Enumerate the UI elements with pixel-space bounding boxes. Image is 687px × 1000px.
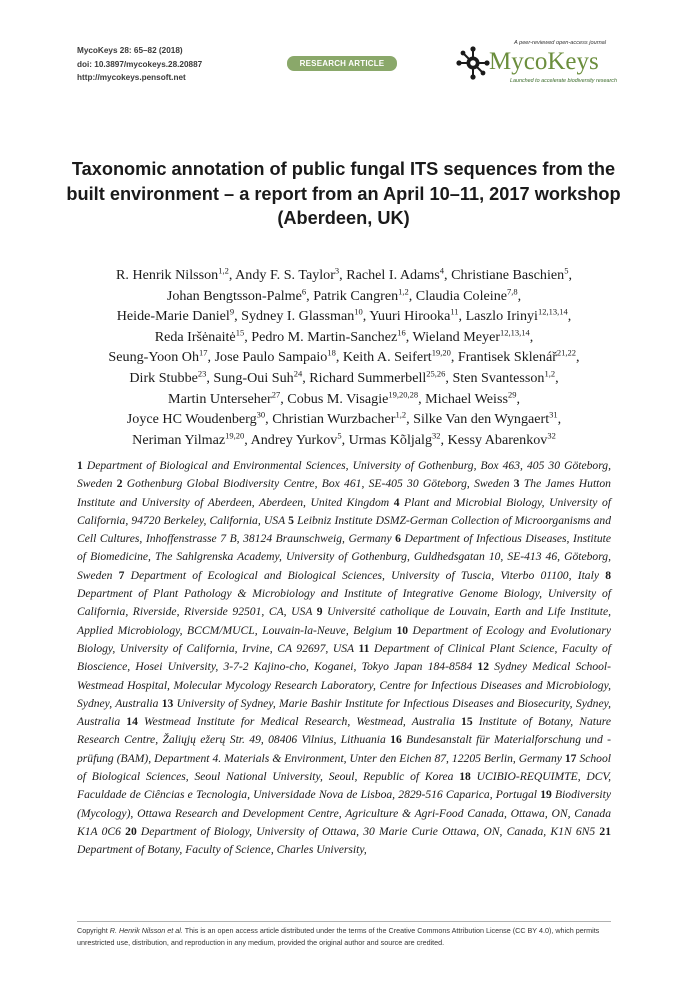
author-affiliation-ref: 1,2: [395, 409, 407, 420]
author-line: R. Henrik Nilsson$^{1,2}$, Andy F. S. Taylor$^3$, Rachel I. Adams$^4$, Christiane Baschien$^5$,: [116, 265, 572, 283]
affiliation-text: Department of Botany, Faculty of Science, Charles University,: [77, 843, 367, 857]
affiliation-text: School of Biological Sciences, Seoul National University, Seoul, Republic of Korea: [77, 751, 612, 784]
copyright-prefix: Copyright: [77, 926, 108, 935]
author-affiliation-ref: 10: [354, 306, 363, 317]
author-name: Christiane Baschien: [451, 267, 565, 283]
author-affiliation-ref: 32: [547, 430, 556, 441]
copyright-footer: [77, 925, 611, 949]
author-affiliation-ref: 30: [256, 409, 266, 420]
affiliation-number: 13: [161, 696, 174, 710]
author-name: Urmas Kõljalg: [348, 431, 432, 448]
affiliation-text: Sydney Medical School-Westmead Hospital, Molecular Mycology Research Laboratory, Centre for Infectious Diseases and Microbiology, Sydney, Australia: [77, 660, 611, 710]
author-name: Laszlo Irinyi: [465, 308, 538, 325]
affiliation-text: Leibniz Institute DSMZ-German Collection of Microorganisms and Cell Cultures, Inhoffenstrasse 7 B, 38124 Braunschweig, Germany: [77, 513, 611, 546]
author-affiliation-ref: 5: [337, 430, 342, 441]
author-line: Johan Bengtsson-Palme$^6$, Patrik Cangren$^{1,2}$, Claudia Coleine$^{7,8}$,: [166, 285, 522, 304]
affiliation-text: Plant and Microbial Biology, University of California, 94720 Berkeley, California, USA: [77, 495, 611, 527]
author-affiliation-ref: 19,20,28: [388, 388, 419, 399]
affiliation-number: 9: [316, 605, 323, 619]
author-name: Yuuri Hirooka: [369, 308, 451, 325]
author-name: Sung-Oui Suh: [213, 369, 294, 386]
author-affiliation-ref: 1,2: [544, 368, 556, 379]
article-title: Taxonomic annotation of public fungal ITS sequences from the built environment – a report from an April 10–11, 2017 workshop (Aberdeen, UK): [66, 159, 621, 229]
author-line: Martin Unterseher$^{27}$, Cobus M. Visagie$^{19,20,28}$, Michael Weiss$^{29}$,: [168, 388, 520, 407]
author-name: Christian Wurzbacher: [272, 411, 396, 428]
affiliation-number: 11: [358, 641, 370, 655]
author-line: Joyce HC Woudenberg$^{30}$, Christian Wurzbacher$^{1,2}$, Silke Van den Wyngaert$^{31}$,: [126, 409, 562, 428]
author-name: Reda Iršėnaitė: [154, 328, 236, 345]
author-name: Martin Unterseher: [168, 390, 272, 407]
footer-divider: [77, 921, 611, 922]
author-affiliation-ref: 15: [235, 327, 245, 338]
journal-logo: [456, 38, 616, 88]
author-line: Heide-Marie Daniel$^9$, Sydney I. Glassman$^{10}$, Yuuri Hirooka$^{11}$, Laszlo Irinyi$^{12,13,14}$,: [116, 306, 572, 325]
affiliation-number: 4: [393, 495, 400, 509]
affiliation-text: Department of Plant Pathology & Microbiology and Institute of Integrative Genome Biology, University of California, Riverside, Riverside 92501, CA, USA: [77, 587, 611, 619]
affiliation-number: 6: [395, 532, 401, 546]
author-name: Wieland Meyer: [412, 328, 501, 345]
affiliation-item: [119, 569, 606, 582]
affiliation-number: 18: [459, 770, 471, 784]
journal-citation: MycoKeys 28: 65–82 (2018): [77, 46, 183, 55]
author-name: Kessy Abarenkov: [447, 431, 548, 448]
affiliation-number: 2: [116, 477, 123, 491]
affiliation-text: Department of Ecological and Biological Sciences, University of Tuscia, Viterbo 01100, Italy: [124, 568, 606, 582]
author-name: Heide-Marie Daniel: [116, 308, 230, 325]
author-name: Andrey Yurkov: [250, 431, 338, 448]
author-affiliation-ref: 16: [397, 327, 406, 338]
author-affiliation-ref: 11: [450, 306, 459, 317]
author-affiliation-ref: 12,13,14: [500, 327, 530, 338]
author-affiliation-ref: 6: [301, 285, 307, 296]
affiliation-number: 10: [396, 623, 409, 637]
author-name: Michael Weiss: [425, 390, 508, 407]
affiliation-text: Biodiversity (Mycology), Ottawa Research and Development Centre, Agriculture & Agri-Food Canada, Ottawa, ON, Canada K1A 0C6: [77, 788, 612, 838]
affiliation-number: 5: [288, 513, 294, 527]
affiliation-number: 21: [599, 824, 611, 838]
affiliation-number: 14: [126, 715, 138, 729]
journal-info: [77, 44, 202, 85]
author-name: Sydney I. Glassman: [241, 308, 355, 325]
author-affiliation-ref: 23: [197, 368, 207, 379]
article-type-badge: RESEARCH ARTICLE: [287, 56, 397, 71]
logo-subline: Launched to accelerate biodiversity research: [510, 78, 617, 84]
affiliation-item: [126, 715, 461, 728]
author-name: Richard Summerbell: [309, 369, 427, 386]
author-name: Johan Bengtsson-Palme: [166, 287, 302, 304]
affiliation-text: Department of Infectious Diseases, Institute of Biomedicine, The Sahlgrenska Academy, University of Gothenburg, Guldhedsgatan 10, SE-413 46, Göteborg, Sweden: [77, 532, 611, 582]
author-affiliation-ref: 19,20: [225, 430, 245, 441]
affiliation-number: 7: [118, 568, 125, 582]
affiliation-text: Department of Biological and Environmental Sciences, University of Gothenburg, Box 463, 405 30 Göteborg, Sweden: [77, 459, 611, 491]
author-name: Joyce HC Woudenberg: [126, 411, 257, 428]
author-name: Rachel I. Adams: [346, 267, 440, 283]
affiliation-number: 3: [513, 477, 520, 491]
affiliation-list: [77, 457, 611, 860]
affiliation-number: 16: [390, 733, 402, 747]
author-affiliation-ref: 31: [549, 409, 558, 420]
author-list: [74, 265, 614, 450]
copyright-text: This is an open access article distributed under the terms of the Creative Commons Attribution License (CC BY 4.0), which permits unrestricted use, distribution, and reproduction in any medium, provided the original author and source are credited.: [77, 926, 600, 947]
affiliation-number: 19: [540, 788, 552, 802]
author-affiliation-ref: 4: [439, 265, 445, 276]
logo-name: MycoKeys: [489, 48, 599, 75]
logo-tagline: A peer-reviewed open-access journal: [514, 40, 607, 46]
author-line: Dirk Stubbe$^{23}$, Sung-Oui Suh$^{24}$, Richard Summerbell$^{25,26}$, Sten Svantesson$^{1,2}$,: [129, 368, 559, 386]
author-name: Seung-Yoon Oh: [108, 349, 200, 366]
author-affiliation-ref: 3: [334, 265, 340, 276]
author-name: Pedro M. Martin-Sanchez: [251, 328, 398, 345]
author-name: Sten Svantesson: [452, 369, 545, 386]
author-affiliation-ref: 17: [199, 347, 208, 358]
affiliation-number: 1: [77, 459, 83, 472]
affiliation-number: 15: [461, 715, 473, 729]
author-name: Neriman Yilmaz: [132, 431, 226, 448]
author-name: Claudia Coleine: [415, 287, 507, 304]
affiliation-number: 17: [564, 751, 577, 765]
author-affiliation-ref: 24: [293, 368, 303, 379]
affiliation-text: UCIBIO-REQUIMTE, DCV, Faculdade de Ciências e Tecnologia, Universidade Nova de Lisboa, 2829-516 Caparica, Portugal: [77, 770, 611, 802]
affiliation-text: Institute of Botany, Nature Research Centre, Žaliųjų ežerų Str. 49, 08406 Vilnius, Lithuania: [77, 715, 612, 747]
affiliation-text: The James Hutton Institute and University of Aberdeen, Aberdeen, United Kingdom: [77, 477, 611, 509]
author-name: Jose Paulo Sampaio: [214, 349, 328, 366]
author-name: Patrik Cangren: [313, 287, 399, 304]
author-affiliation-ref: 32: [432, 430, 441, 441]
copyright-authors: R. Henrik Nilsson et al.: [109, 926, 183, 935]
author-name: Dirk Stubbe: [129, 369, 198, 386]
affiliation-number: 12: [477, 660, 489, 674]
author-affiliation-ref: 1,2: [398, 285, 409, 296]
author-name: Frantisek Sklenář: [457, 349, 557, 366]
author-name: Cobus M. Visagie: [287, 390, 389, 407]
author-name: Keith A. Seifert: [342, 349, 432, 366]
author-affiliation-ref: 1,2: [218, 265, 229, 276]
affiliation-text: Department of Clinical Plant Science, Faculty of Bioscience, Hosei University, 3-7-2 Kajino-cho, Koganei, Tokyo Japan 184-8584: [77, 641, 612, 674]
author-affiliation-ref: 9: [229, 306, 235, 317]
author-affiliation-ref: 29: [507, 388, 517, 399]
affiliation-text: Université catholique de Louvain, Earth and Life Institute, Applied Microbiology, BCCM/MUCL, Louvain-la-Neuve, Belgium: [77, 605, 611, 637]
author-name: Andy F. S. Taylor: [235, 267, 335, 283]
author-name: Silke Van den Wyngaert: [413, 411, 550, 428]
affiliation-number: 20: [125, 824, 137, 838]
author-line: Seung-Yoon Oh$^{17}$, Jose Paulo Sampaio$^{18}$, Keith A. Seifert$^{19,20}$, Frantisek Sklenář$^{21,22}$,: [108, 347, 580, 366]
journal-doi[interactable]: doi: 10.3897/mycokeys.28.20887: [77, 59, 203, 69]
journal-url[interactable]: http://mycokeys.pensoft.net: [77, 73, 186, 83]
author-affiliation-ref: 7,8: [507, 285, 518, 296]
affiliation-text: Gothenburg Global Biodiversity Centre, Box 461, SE-405 30 Göteborg, Sweden: [122, 477, 514, 491]
affiliation-item: [117, 477, 514, 490]
author-affiliation-ref: 12,13,14: [537, 306, 568, 317]
author-affiliation-ref: 25,26: [426, 368, 446, 379]
affiliation-number: 8: [605, 568, 611, 582]
affiliation-text: Westmead Institute for Medical Research, Westmead, Australia: [137, 715, 462, 729]
affiliation-item: [125, 825, 599, 838]
mycokeys-emblem-icon: [456, 46, 490, 80]
affiliation-text: Department of Ecology and Evolutionary Biology, University of California, Irvine, CA 92697, USA: [77, 623, 611, 655]
author-affiliation-ref: 5: [564, 265, 569, 276]
affiliation-text: University of Sydney, Marie Bashir Institute for Infectious Diseases and Biosecurity, Sydney, Australia: [77, 696, 611, 729]
affiliation-text: Bundesanstalt für Materialforschung und -prüfung (BAM), Department 4. Materials & Environment, Unter den Eichen 87, 12205 Berlin, Germany: [77, 733, 611, 765]
author-affiliation-ref: 27: [271, 388, 281, 399]
author-affiliation-ref: 21,22: [556, 347, 577, 358]
author-affiliation-ref: 19,20: [431, 347, 451, 358]
author-name: R. Henrik Nilsson: [116, 267, 219, 283]
author-line: Reda Iršėnaitė$^{15}$, Pedro M. Martin-Sanchez$^{16}$, Wieland Meyer$^{12,13,14}$,: [154, 327, 534, 345]
author-line: Neriman Yilmaz$^{19,20}$, Andrey Yurkov$^5$, Urmas Kõljalg$^{32}$, Kessy Abarenkov$^{32}$: [132, 430, 556, 448]
author-affiliation-ref: 18: [327, 347, 336, 358]
affiliation-text: Department of Biology, University of Ottawa, 30 Marie Curie Ottawa, ON, Canada, K1N 6N5: [136, 824, 600, 838]
